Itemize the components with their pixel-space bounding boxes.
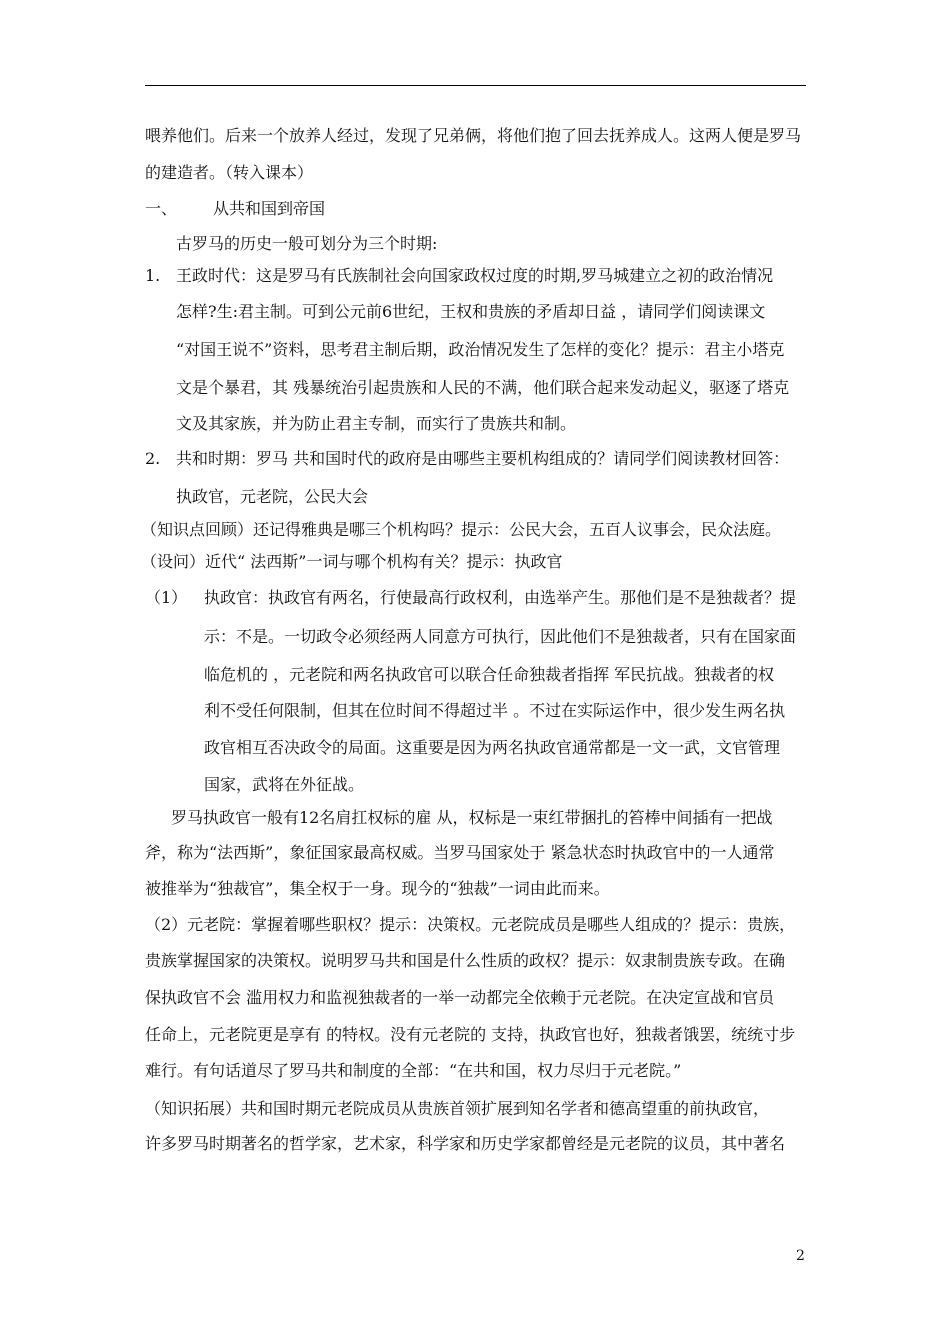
text-line: （2）元老院：掌握着哪些职权？提示：决策权。元老院成员是哪些人组成的？提示：贵族， — [145, 915, 796, 934]
text-line: （知识点回顾）还记得雅典是哪三个机构吗？提示：公民大会，五百人议事会，民众法庭。 — [141, 520, 782, 539]
text-line: 古罗马的历史一般可划分为三个时期: — [176, 234, 438, 253]
text-line: 喂养他们。后来一个放养人经过，发现了兄弟俩，将他们抱了回去抚养成人。这两人便是罗马 — [145, 126, 802, 145]
text-line: 临危机的 ，元老院和两名执政官可以联合任命独裁者指挥 军民抗战。独裁者的权 — [204, 665, 775, 684]
text-line: 贵族掌握国家的决策权。说明罗马共和国是什么性质的政权？提示：奴隶制贵族专政。在确 — [145, 951, 786, 970]
text-line: 被推举为“独裁官”，集全权于一身。现今的“独裁”一词由此而来。 — [145, 879, 610, 898]
text-line: 共和时期：罗马 共和国时代的政府是由哪些主要机构组成的？请同学们阅读教材回答： — [176, 449, 790, 468]
text-line: 的建造者。（转入课本） — [145, 163, 314, 182]
text-line: 王政时代：这是罗马有氏族制社会向国家政权过度的时期,罗马城建立之初的政治情况 — [176, 266, 774, 285]
text-line: （设问）近代“ 法西斯”一词与哪个机构有关？提示：执政官 — [141, 552, 563, 571]
text-line: 任命上，元老院更是享有 的特权。没有元老院的 支持，执政官也好，独裁者饿罢，统统寸步 — [145, 1025, 796, 1044]
text-line: 罗马执政官一般有12名肩扛权标的雇 从，权标是一束红带捆扎的笞棒中间插有一把战 — [171, 808, 773, 827]
text-line: 示：不是。一切政令必须经两人同意方可执行，因此他们不是独裁者，只有在国家面 — [204, 627, 797, 646]
text-line: 政官相互否决政令的局面。这重要是因为两名执政官通常都是一文一武，文官管理 — [204, 738, 781, 757]
section-number: 一、 — [145, 199, 178, 218]
text-line: 文及其家族，并为防止君主专制，而实行了贵族共和制。 — [176, 414, 577, 433]
text-line: 保执政官不会 滥用权力和监视独裁者的一举一动都完全依赖于元老院。在决定宣战和官员 — [145, 988, 775, 1007]
page-number: 2 — [796, 1248, 805, 1264]
text-line: 斧，称为“法西斯”，象征国家最高权威。当罗马国家处于 紧急状态时执政官中的一人通常 — [145, 843, 775, 862]
text-line: 文是个暴君，其 残暴统治引起贵族和人民的不满，他们联合起来发动起义，驱逐了塔克 — [176, 378, 790, 397]
list-number: 2. — [145, 449, 161, 468]
text-line: “对国王说不”资料，思考君主制后期，政治情况发生了怎样的变化？提示：君主小塔克 — [176, 340, 785, 359]
text-line: 怎样?生:君主制。可到公元前6世纪，王权和贵族的矛盾却日益 ，请同学们阅读课文 — [176, 302, 766, 321]
text-line: 难行。有句话道尽了罗马共和制度的全部：“在共和国，权力尽归于元老院。” — [145, 1061, 682, 1080]
header-rule — [145, 85, 806, 86]
text-line: 利不受任何限制，但其在位时间不得超过半 。不过在实际运作中，很少发生两名执 — [204, 701, 786, 720]
text-line: 国家，武将在外征战。 — [204, 775, 365, 794]
text-line: 许多罗马时期著名的哲学家，艺术家，科学家和历史学家都曾经是元老院的议员，其中著名 — [145, 1134, 786, 1153]
text-line: 执政官：执政官有两名，行使最高行政权利，由选举产生。那他们是不是独裁者？提 — [204, 588, 797, 607]
list-number: 1. — [145, 266, 161, 285]
section-heading: 从共和国到帝国 — [213, 199, 326, 218]
list-number: （1） — [145, 588, 188, 607]
text-line: （知识拓展）共和国时期元老院成员从贵族首领扩展到知名学者和德高望重的前执政官， — [145, 1099, 770, 1118]
text-line: 执政官，元老院，公民大会 — [176, 487, 369, 506]
